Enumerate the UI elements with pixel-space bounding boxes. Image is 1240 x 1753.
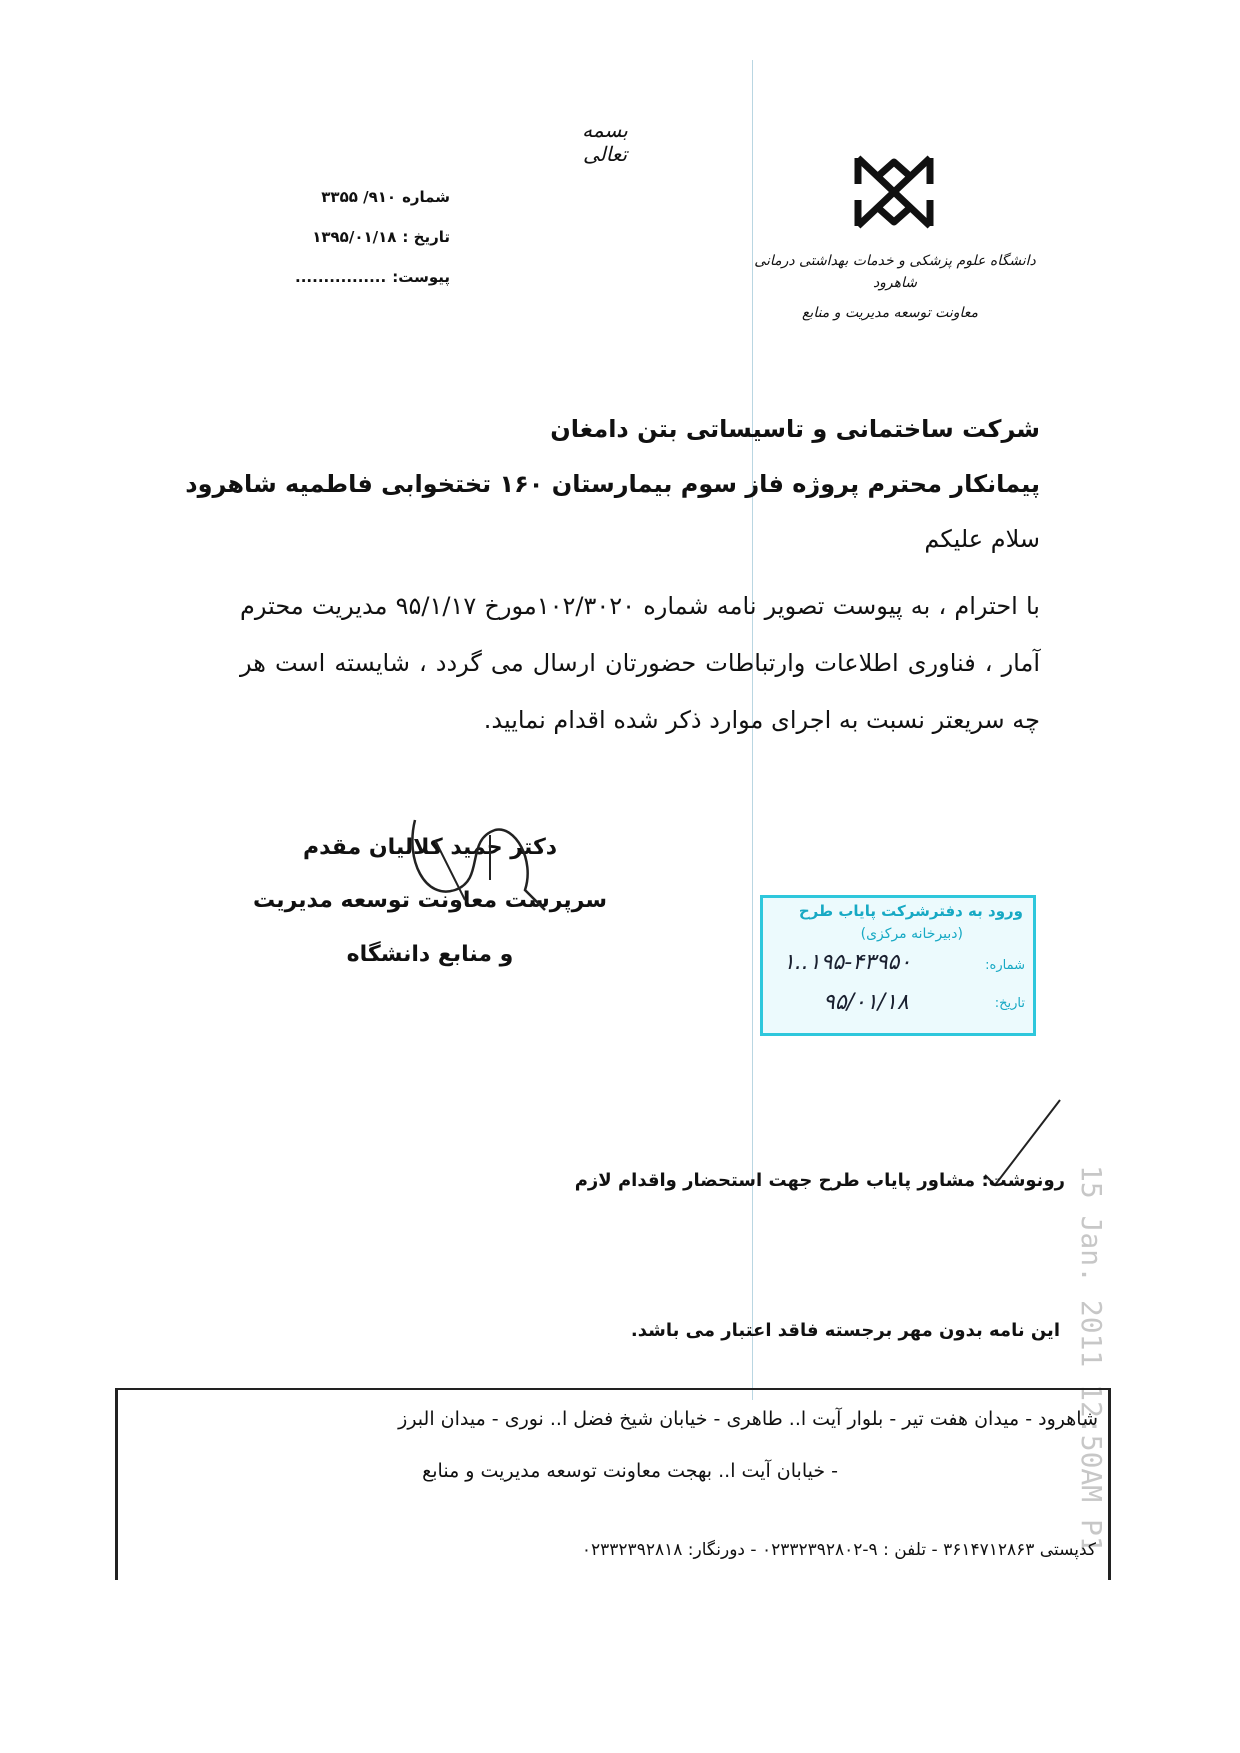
footer-address-2: - خیابان آیت ا.. بهجت معاونت توسعه مدیریت و منابع <box>422 1460 838 1482</box>
signatory-title-1: سرپرست معاونت توسعه مدیریت <box>253 888 607 913</box>
letter-number-row <box>240 188 450 228</box>
handwritten-signature <box>395 800 565 930</box>
letter-attachment-row <box>240 268 450 308</box>
fax-timestamp: 15 Jan. 2011 12:50AM P1 <box>1075 1165 1108 1553</box>
basmala: بسمه تعالی <box>582 118 628 166</box>
cc-note: رونوشت: مشاور پایاب طرح جهت استحضار واقدام لازم <box>574 1170 1065 1191</box>
university-name: دانشگاه علوم پزشکی و خدمات بهداشتی درمانی شاهرود <box>754 253 1036 291</box>
letter-meta <box>240 188 450 308</box>
footer-box <box>115 1388 1111 1580</box>
stamp-subtitle: (دبیرخانه مرکزی) <box>860 926 963 942</box>
letter-date-row <box>240 228 450 268</box>
department-name: معاونت توسعه مدیریت و منابع <box>801 305 979 321</box>
stamp-number-value: ۱..۱۹۵-۴۳۹۵۰ <box>783 950 912 975</box>
stamp-title: ورود به دفترشرکت پایاب طرح <box>798 902 1023 920</box>
letter-date-value: ۱۳۹۵/۰۱/۱۸ <box>312 228 397 246</box>
signatory-name: دکتر حمید کلالیان مقدم <box>302 835 558 860</box>
university-logo-icon <box>848 148 940 236</box>
stamp-date-label: تاریخ: <box>994 996 1025 1011</box>
validity-note: این نامه بدون مهر برجسته فاقد اعتبار می باشد. <box>630 1320 1060 1341</box>
letter-number-label: شماره <box>402 188 450 206</box>
letter-date-label: تاریخ : <box>402 228 450 246</box>
stamp-number-label: شماره: <box>985 958 1025 973</box>
letter-number-value: ۹۱۰/ ۳۳۵۵ <box>321 188 397 206</box>
receipt-stamp <box>760 895 1036 1036</box>
greeting: سلام علیکم <box>924 525 1040 553</box>
footer-address-1: شاهرود - میدان هفت تیر - بلوار آیت ا.. طاهری - خیابان شیخ فضل ا.. نوری - میدان البرز <box>398 1408 1098 1430</box>
addressee-company: شرکت ساختمانی و تاسیساتی بتن دامغان <box>550 415 1040 443</box>
letter-body: با احترام ، به پیوست تصویر نامه شماره ۱۰۲/۳۰۲۰مورخ ۹۵/۱/۱۷ مدیریت محترم آمار ، فناوری اطلاعات وارتباطات حضورتان ارسال می گردد ، شایسته است هر چه سریعتر نسبت به اجرای موارد ذکر شده اقدام نمایید. <box>240 592 1040 734</box>
stamp-date-value: ۹۵/۰۱/۱۸ <box>823 990 909 1015</box>
signatory-title-2: و منابع دانشگاه <box>346 942 514 967</box>
letter-attachment-label: پیوست: <box>392 268 450 286</box>
addressee-title: پیمانکار محترم پروژه فاز سوم بیمارستان ۱۶۰ تختخوابی فاطمیه شاهرود <box>185 470 1040 498</box>
footer-contact: کدپستی ۳۶۱۴۷۱۲۸۶۳ - تلفن : ۹-۰۲۳۳۲۳۹۲۸۰۲ - دورنگار: ۰۲۳۳۲۳۹۲۸۱۸ <box>581 1540 1096 1560</box>
letter-attachment-value: ................ <box>295 268 387 286</box>
